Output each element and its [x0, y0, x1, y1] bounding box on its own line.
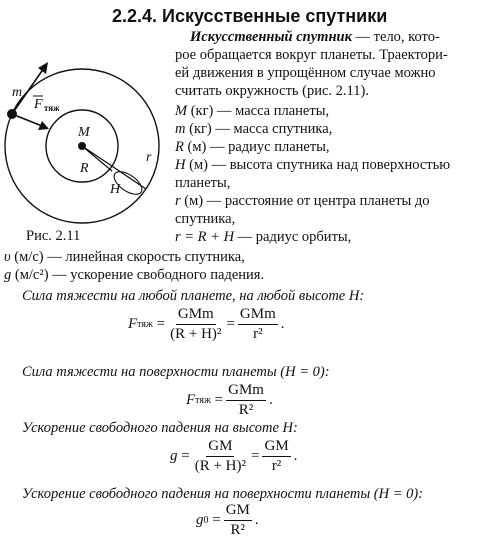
definition-line: M (кг) — масса планеты, [175, 103, 330, 119]
label-R: R [80, 161, 89, 176]
formula-acceleration-surface: g 0 = $\frac{GM}{\text{R²}}$ . [196, 502, 259, 538]
formula-acceleration-height: g = $\frac{GM}{\text{(R + H)²}}$ = $\frac{GM}{\text{r²}}$ . [170, 438, 298, 474]
label-H: H [110, 182, 121, 197]
formula-heading: Ускорение свободного падения на высоте H: [22, 420, 298, 436]
definition-full-line: υ (м/с) — линейная скорость спутника, [4, 249, 245, 265]
intro-line-2: рое обращается вокруг планеты. Траектори- [175, 47, 448, 63]
label-F-sub: тяж [44, 103, 60, 113]
formula-gravity-surface: F тяж = $\frac{\text{GMm}}{\text{R²}}$ . [186, 382, 273, 418]
intro-line-4: считать окружность (рис. 2.11). [175, 83, 369, 99]
definition-line: спутника, [175, 211, 236, 227]
formula-gravity-any-height: F тяж = $\frac{\text{GMm}}{\text{(R + H)²}}$ = $\frac{\text{GMm}}{\text{r²}}$ . [128, 306, 285, 342]
figure-caption: Рис. 2.11 [26, 228, 81, 244]
label-M: M [78, 125, 90, 140]
formula-heading: Ускорение свободного падения на поверхности планеты (H = 0): [22, 486, 424, 502]
formula-heading: Сила тяжести на любой планете, на любой высоте H: [22, 288, 365, 304]
label-r: r [146, 150, 152, 165]
definition-line: H (м) — высота спутника над поверхностью [175, 157, 451, 173]
definition-full-line: g (м/с²) — ускорение свободного падения. [4, 267, 265, 283]
definition-line: m (кг) — масса спутника, [175, 121, 333, 137]
label-F: F [34, 97, 43, 112]
definition-line: R (м) — радиус планеты, [175, 139, 330, 155]
velocity-arrowhead [38, 62, 48, 74]
definition-line: r (м) — расстояние от центра планеты до [175, 193, 430, 209]
intro-term: Искусственный спутник [190, 29, 352, 45]
intro-line-3: ей движения в упрощённом случае можно [175, 65, 436, 81]
label-m: m [12, 85, 23, 100]
gravity-force-arrow [12, 114, 42, 126]
formula-heading: Сила тяжести на поверхности планеты (H = 0): [22, 364, 330, 380]
definition-line: планеты, [175, 175, 231, 191]
intro-line-1: Искусственный спутник — тело, кото- [190, 29, 440, 45]
section-title: 2.2.4. Искусственные спутники [112, 6, 388, 26]
definition-line: r = R + H — радиус орбиты, [175, 229, 352, 245]
